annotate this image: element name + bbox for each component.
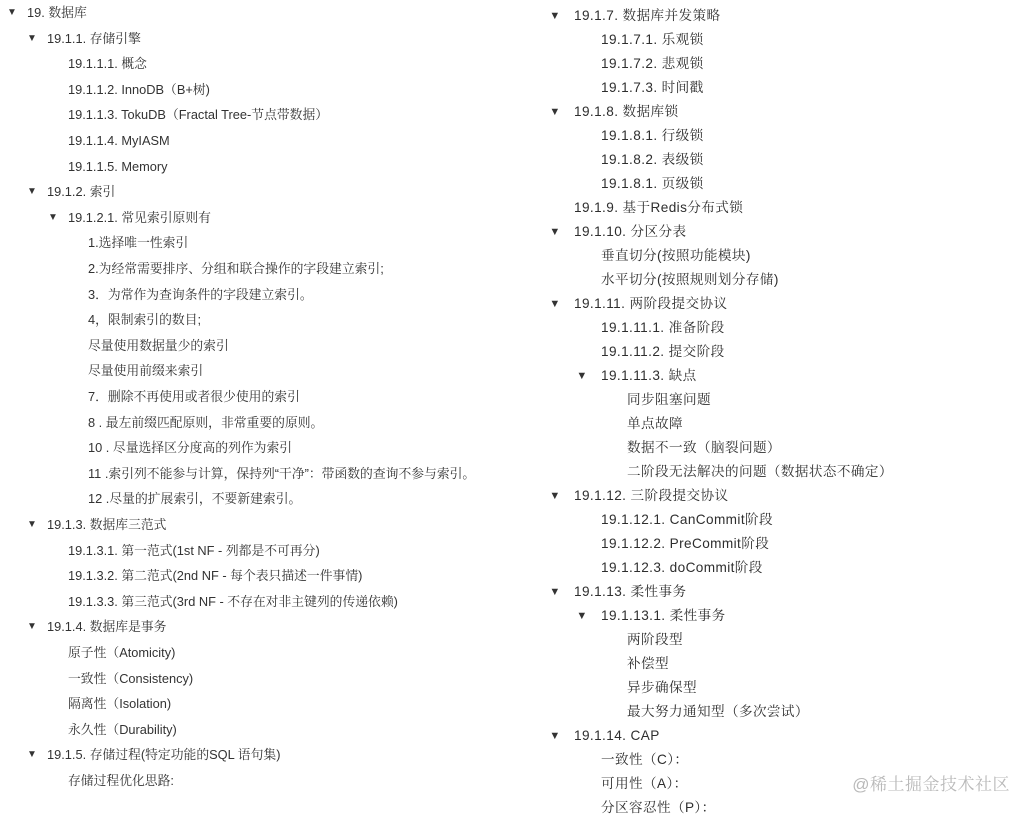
outline-row[interactable] bbox=[543, 484, 1032, 508]
outline-row bbox=[0, 231, 520, 255]
expand-caret-icon[interactable]: ▼ bbox=[27, 32, 37, 44]
outline-row-label: 19.1.12.2. PreCommit阶段 bbox=[601, 536, 770, 551]
outline-row bbox=[0, 308, 520, 332]
outline-row[interactable] bbox=[543, 220, 1032, 244]
outline-row bbox=[0, 155, 520, 179]
outline-row-label: 19.1.3.3. 第三范式(3rd NF - 不存在对非主键列的传递依赖) bbox=[68, 593, 398, 609]
outline-row-label: 4，限制索引的数目; bbox=[88, 312, 202, 328]
outline-row-label: 19.1.8.2. 表级锁 bbox=[601, 152, 704, 167]
outline-row-label: 19.1.12. 三阶段提交协议 bbox=[574, 488, 729, 503]
outline-row bbox=[543, 460, 1032, 484]
outline-row-label: 存储过程优化思路: bbox=[68, 773, 174, 788]
outline-row bbox=[0, 769, 520, 793]
outline-row bbox=[543, 652, 1032, 676]
outline-row-label: 19. 数据库 bbox=[27, 5, 87, 20]
outline-row-label: 7．删除不再使用或者很少使用的索引 bbox=[88, 389, 300, 404]
outline-row bbox=[543, 28, 1032, 52]
outline-row-label: 19.1.1.4. MyIASM bbox=[68, 133, 170, 148]
outline-row[interactable] bbox=[543, 724, 1032, 748]
outline-row bbox=[543, 196, 1032, 220]
outline-row-label: 19.1.2.1. 常见索引原则有 bbox=[68, 209, 211, 225]
outline-row bbox=[543, 76, 1032, 100]
outline-row-label: 10 . 尽量选择区分度高的列作为索引 bbox=[88, 440, 293, 456]
expand-caret-icon[interactable]: ▼ bbox=[549, 298, 561, 310]
expand-caret-icon[interactable]: ▼ bbox=[27, 519, 37, 530]
outline-row bbox=[543, 628, 1032, 652]
outline-row-label: 19.1.13. 柔性事务 bbox=[574, 584, 687, 599]
outline-row-label: 二阶段无法解决的问题（数据状态不确定） bbox=[627, 464, 893, 479]
outline-row-label: 19.1.14. CAP bbox=[574, 728, 660, 743]
outline-row bbox=[0, 667, 520, 691]
outline-row bbox=[0, 359, 520, 383]
expand-caret-icon[interactable]: ▼ bbox=[27, 621, 37, 633]
outline-row bbox=[543, 556, 1032, 580]
expand-caret-icon[interactable]: ▼ bbox=[549, 106, 561, 118]
outline-row-label: 19.1.11.2. 提交阶段 bbox=[601, 344, 725, 359]
outline-row-label: 补偿型 bbox=[627, 656, 669, 671]
outline-row-label: 19.1.3. 数据库三范式 bbox=[47, 517, 167, 532]
outline-row-label: 11 .索引列不能参与计算，保持列“干净”：带函数的查询不参与索引。 bbox=[88, 465, 476, 481]
expand-caret-icon[interactable]: ▼ bbox=[549, 490, 561, 502]
outline-row bbox=[0, 283, 520, 307]
outline-row[interactable] bbox=[0, 615, 520, 639]
outline-row bbox=[543, 508, 1032, 532]
outline-row bbox=[0, 436, 520, 460]
outline-row[interactable] bbox=[543, 580, 1032, 604]
outline-row-label: 尽量使用前缀来索引 bbox=[88, 363, 204, 379]
outline-row bbox=[543, 52, 1032, 76]
expand-caret-icon[interactable]: ▼ bbox=[549, 730, 561, 742]
outline-row bbox=[543, 796, 1032, 820]
outline-row-label: 19.1.11. 两阶段提交协议 bbox=[574, 296, 728, 311]
outline-row-label: 19.1.7.2. 悲观锁 bbox=[601, 56, 704, 71]
outline-row bbox=[0, 257, 520, 281]
outline-row-label: 8 . 最左前缀匹配原则，非常重要的原则。 bbox=[88, 414, 324, 430]
outline-row-label: 19.1.10. 分区分表 bbox=[574, 224, 687, 239]
watermark: @稀土掘金技术社区 bbox=[852, 775, 1010, 794]
outline-row-label: 水平切分(按照规则划分存储) bbox=[601, 272, 779, 287]
outline-row-label: 19.1.7.1. 乐观锁 bbox=[601, 32, 704, 47]
outline-row bbox=[543, 268, 1032, 292]
outline-row-label: 19.1.11.1. 准备阶段 bbox=[601, 320, 725, 335]
outline-row-label: 19.1.1.3. TokuDB（Fractal Tree-节点带数据） bbox=[68, 107, 329, 123]
outline-row-label: 分区容忍性（P）： bbox=[601, 800, 716, 815]
outline-row-label: 1.选择唯一性索引 bbox=[88, 235, 189, 251]
outline-row-label: 原子性（Atomicity) bbox=[68, 645, 176, 660]
outline-row bbox=[543, 148, 1032, 172]
outline-row bbox=[543, 388, 1032, 412]
outline-row-label: 19.1.9. 基于Redis分布式锁 bbox=[574, 200, 744, 215]
outline-row bbox=[543, 244, 1032, 268]
expand-caret-icon[interactable]: ▼ bbox=[549, 10, 561, 22]
outline-row bbox=[0, 641, 520, 665]
expand-caret-icon[interactable]: ▼ bbox=[27, 186, 37, 198]
outline-row bbox=[0, 78, 520, 102]
outline-row bbox=[0, 718, 520, 742]
outline-row-label: 垂直切分(按照功能模块) bbox=[601, 248, 751, 263]
outline-row-label: 19.1.8. 数据库锁 bbox=[574, 104, 679, 119]
outline-row-label: 19.1.5. 存储过程(特定功能的SQL 语句集) bbox=[47, 747, 281, 763]
expand-caret-icon[interactable]: ▼ bbox=[576, 610, 588, 622]
expand-caret-icon[interactable]: ▼ bbox=[549, 226, 561, 238]
outline-row-label: 异步确保型 bbox=[627, 680, 697, 695]
outline-row-label: 12 .尽量的扩展索引，不要新建索引。 bbox=[88, 491, 302, 507]
outline-row bbox=[0, 692, 520, 716]
outline-row-label: 19.1.7.3. 时间戳 bbox=[601, 80, 704, 95]
outline-row bbox=[0, 103, 520, 127]
outline-row[interactable] bbox=[543, 292, 1032, 316]
outline-row-label: 19.1.8.1. 行级锁 bbox=[601, 128, 704, 143]
outline-row bbox=[543, 412, 1032, 436]
outline-row-label: 两阶段型 bbox=[627, 632, 683, 647]
outline-row-label: 19.1.1.2. InnoDB（B+树) bbox=[68, 81, 210, 97]
outline-row bbox=[0, 52, 520, 76]
outline-row-label: 单点故障 bbox=[627, 416, 683, 431]
outline-row-label: 19.1.3.2. 第二范式(2nd NF - 每个表只描述一件事情) bbox=[68, 568, 363, 584]
outline-row[interactable] bbox=[543, 364, 1032, 388]
outline-row bbox=[543, 748, 1032, 772]
outline-row bbox=[0, 539, 520, 563]
outline-row bbox=[543, 340, 1032, 364]
outline-row-label: 19.1.13.1. 柔性事务 bbox=[601, 608, 726, 623]
expand-caret-icon[interactable]: ▼ bbox=[7, 7, 17, 18]
outline-row-label: 19.1.12.3. doCommit阶段 bbox=[601, 560, 763, 575]
outline-row bbox=[0, 411, 520, 435]
outline-row bbox=[543, 532, 1032, 556]
outline-row[interactable] bbox=[543, 4, 1032, 28]
outline-row[interactable] bbox=[0, 743, 520, 767]
outline-row bbox=[0, 590, 520, 614]
outline-row bbox=[543, 436, 1032, 460]
outline-row-label: 隔离性（Isolation) bbox=[68, 696, 172, 712]
outline-row-label: 可用性（A）： bbox=[601, 776, 688, 791]
outline-row[interactable] bbox=[0, 513, 520, 537]
outline-row[interactable] bbox=[0, 206, 520, 230]
outline-row bbox=[0, 129, 520, 153]
outline-row bbox=[543, 700, 1032, 724]
expand-caret-icon[interactable]: ▼ bbox=[549, 586, 561, 598]
outline-row-label: 19.1.12.1. CanCommit阶段 bbox=[601, 512, 773, 527]
outline-row-label: 一致性（Consistency) bbox=[68, 670, 194, 686]
outline-row bbox=[0, 487, 520, 511]
outline-row-label: 2.为经常需要排序、分组和联合操作的字段建立索引; bbox=[88, 261, 384, 276]
outline-row bbox=[543, 316, 1032, 340]
outline-row-label: 19.1.2. 索引 bbox=[47, 184, 116, 200]
outline-row bbox=[0, 385, 520, 409]
outline-row bbox=[0, 334, 520, 358]
outline-row-label: 数据不一致（脑裂问题） bbox=[627, 440, 781, 455]
outline-row bbox=[543, 172, 1032, 196]
outline-row[interactable] bbox=[543, 100, 1032, 124]
outline-row-label: 永久性（Durability) bbox=[68, 721, 177, 737]
outline-row[interactable] bbox=[0, 27, 520, 51]
outline-row-label: 19.1.1.1. 概念 bbox=[68, 56, 147, 72]
outline-row[interactable] bbox=[543, 604, 1032, 628]
outline-row-label: 19.1.3.1. 第一范式(1st NF - 列都是不可再分) bbox=[68, 542, 320, 558]
outline-row-label: 一致性（C）： bbox=[601, 752, 689, 767]
outline-row-label: 19.1.1. 存储引擎 bbox=[47, 30, 141, 46]
expand-caret-icon[interactable]: ▼ bbox=[576, 370, 588, 382]
outline-row-label: 3．为常作为查询条件的字段建立索引。 bbox=[88, 286, 313, 302]
outline-row-label: 19.1.11.3. 缺点 bbox=[601, 368, 697, 383]
outline-row-label: 尽量使用数据量少的索引 bbox=[88, 337, 229, 353]
expand-caret-icon[interactable]: ▼ bbox=[27, 749, 37, 761]
outline-row[interactable] bbox=[0, 1, 520, 25]
outline-row-label: 最大努力通知型（多次尝试） bbox=[627, 704, 809, 719]
outline-row[interactable] bbox=[0, 180, 520, 204]
expand-caret-icon[interactable]: ▼ bbox=[48, 211, 58, 223]
outline-row-label: 19.1.1.5. Memory bbox=[68, 158, 168, 174]
outline-row-label: 19.1.7. 数据库并发策略 bbox=[574, 8, 721, 23]
outline-row bbox=[0, 564, 520, 588]
outline-row-label: 同步阻塞问题 bbox=[627, 392, 711, 407]
outline-row-label: 19.1.4. 数据库是事务 bbox=[47, 619, 167, 635]
outline-row-label: 19.1.8.1. 页级锁 bbox=[601, 176, 704, 191]
outline-row bbox=[543, 676, 1032, 700]
outline-row bbox=[543, 124, 1032, 148]
outline-row bbox=[0, 462, 520, 486]
